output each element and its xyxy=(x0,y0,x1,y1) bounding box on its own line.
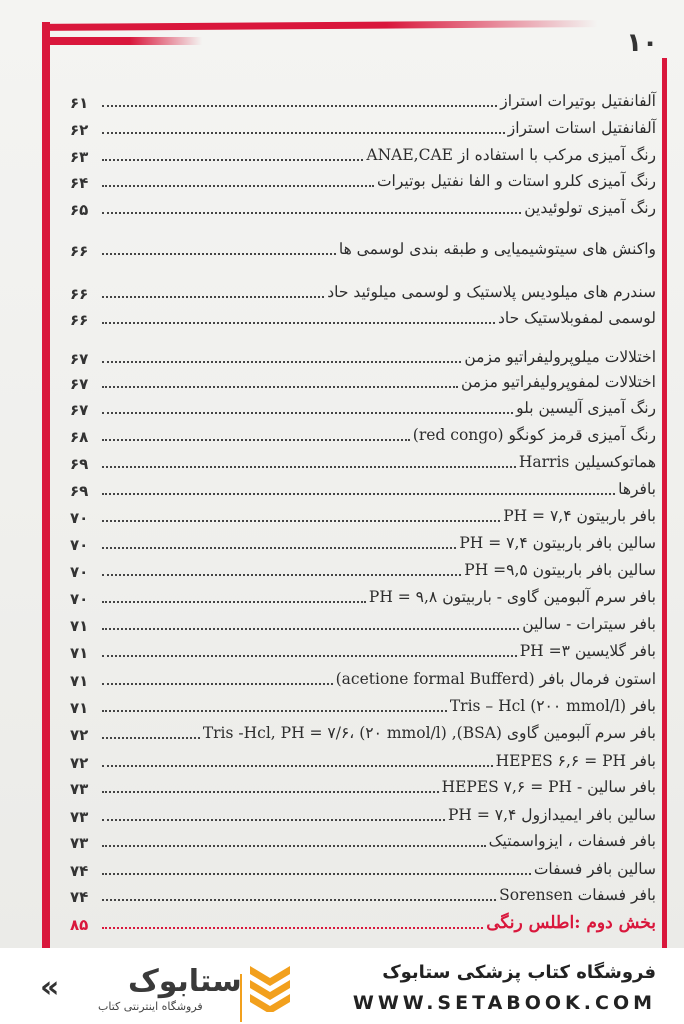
toc-entry-title: استون فرمال بافر (acetione formal Bufferd) xyxy=(335,670,656,688)
toc-entry-title: بافر Tris – Hcl (۲۰۰ mmol/l) xyxy=(449,697,656,715)
toc-entry-title: بافر فسفات Sorensen xyxy=(499,886,656,904)
toc-row xyxy=(70,140,656,166)
toc-dot-leader xyxy=(102,683,333,685)
toc-page-number: ۶۳ xyxy=(70,148,89,166)
toc-dot-leader xyxy=(102,547,456,549)
toc-page-number: ۷۳ xyxy=(70,780,89,798)
toc-dot-leader xyxy=(102,361,461,363)
toc-page-number: ۶۷ xyxy=(70,375,89,393)
page-number: ۱۰ xyxy=(626,28,658,58)
toc-row xyxy=(70,664,656,690)
toc-dot-leader xyxy=(102,737,200,739)
toc-entry-title: بخش دوم :اطلس رنگی xyxy=(486,913,656,933)
toc-dot-leader xyxy=(102,412,513,414)
toc-page-number: ۶۴ xyxy=(70,174,89,192)
toc-page-number: ۷۴ xyxy=(70,862,89,880)
logo-tagline: فروشگاه اینترنتی کتاب xyxy=(98,1000,203,1013)
toc-dot-leader xyxy=(102,296,324,298)
toc-row xyxy=(70,691,656,717)
toc-page-number: ۶۹ xyxy=(70,455,89,473)
toc-row xyxy=(70,826,656,852)
toc-dot-leader xyxy=(102,105,497,107)
toc-row xyxy=(70,528,656,554)
toc-entry-title: سالین بافر باربیتون PH = ۷,۴ xyxy=(459,534,656,552)
toc-entry-title: اختلالات میلوپرولیفراتیو مزمن xyxy=(464,348,656,366)
toc-dot-leader xyxy=(102,520,500,522)
toc-dot-leader xyxy=(102,493,615,495)
toc-page-number: ۶۶ xyxy=(70,311,89,329)
toc-page-number: ۶۶ xyxy=(70,285,89,303)
toc-page-number: ۶۹ xyxy=(70,482,89,500)
toc-page-number: ۷۱ xyxy=(70,699,89,717)
toc-entry-title: لوسمی لمفوبلاستیک حاد xyxy=(498,309,656,327)
toc-row xyxy=(70,393,656,419)
toc-dot-leader xyxy=(102,819,445,821)
toc-page-number: ۷۴ xyxy=(70,888,89,906)
toc-dot-leader xyxy=(102,899,496,901)
toc-page-number: ۷۱ xyxy=(70,672,89,690)
toc-dot-leader xyxy=(102,386,458,388)
toc-entry-title: بافر باربیتون PH = ۷,۴ xyxy=(503,507,656,525)
toc-row xyxy=(70,772,656,798)
toc-entry-title: رنگ آمیزی کلرو استات و الفا نفتیل بوتیرات xyxy=(376,172,656,190)
toc-row xyxy=(70,303,656,329)
toc-row xyxy=(70,718,656,744)
toc-row xyxy=(70,609,656,635)
toc-entry-title: هماتوکسیلین Harris xyxy=(518,453,656,471)
toc-entry-title: آلفانفتیل بوتیرات استراز xyxy=(500,92,656,110)
store-footer xyxy=(0,948,684,1024)
toc-entry-title: سالین بافر ایمیدازول PH = ۷,۴ xyxy=(448,806,656,824)
toc-page-number: ۶۵ xyxy=(70,201,89,219)
toc-entry-title: رنگ آمیزی تولوئیدین xyxy=(524,199,656,217)
toc-entry-title: بافرها xyxy=(618,480,656,498)
toc-section-row xyxy=(70,908,656,934)
toc-row xyxy=(70,854,656,880)
toc-dot-leader xyxy=(102,601,366,603)
toc-row xyxy=(70,234,656,260)
toc-entry-title: رنگ آمیزی مرکب با استفاده از ANAE,CAE xyxy=(366,146,656,164)
toc-page-number: ۷۰ xyxy=(70,509,89,527)
toc-page-number: ۷۲ xyxy=(70,726,89,744)
toc-entry-title: بافر HEPES ۶,۶ = PH xyxy=(495,752,656,770)
toc-row xyxy=(70,342,656,368)
toc-dot-leader xyxy=(102,132,505,134)
toc-entry-title: واکنش های سیتوشیمیایی و طبقه بندی لوسمی ها xyxy=(338,240,656,258)
toc-page-number: ۷۱ xyxy=(70,644,89,662)
toc-page-number: ۶۲ xyxy=(70,121,89,139)
toc-row xyxy=(70,555,656,581)
toc-dot-leader xyxy=(102,212,521,214)
toc-page-number: ۶۷ xyxy=(70,401,89,419)
toc-row xyxy=(70,447,656,473)
toc-dot-leader xyxy=(102,322,495,324)
logo-name: ستابوک xyxy=(128,964,242,999)
toc-entry-title: بافر فسفات ، ایزواسمتیک xyxy=(488,832,656,850)
toc-page-number: ۷۲ xyxy=(70,754,89,772)
double-chevron-icon: « xyxy=(40,970,52,1005)
toc-page-number: ۷۰ xyxy=(70,590,89,608)
toc-page-number: ۶۷ xyxy=(70,350,89,368)
toc-row xyxy=(70,193,656,219)
toc-row xyxy=(70,474,656,500)
toc-page-number: ۶۱ xyxy=(70,94,89,112)
toc-row xyxy=(70,420,656,446)
toc-entry-title: سالین بافر باربیتون PH =۹,۵ xyxy=(464,561,656,579)
toc-dot-leader xyxy=(102,655,517,657)
toc-entry-title: رنگ آمیزی آلیسین بلو xyxy=(516,399,656,417)
toc-dot-leader xyxy=(102,574,461,576)
toc-dot-leader xyxy=(102,845,486,847)
toc-row xyxy=(70,501,656,527)
toc-row xyxy=(70,582,656,608)
toc-row xyxy=(70,166,656,192)
toc-page-number: ۷۰ xyxy=(70,563,89,581)
toc-dot-leader xyxy=(102,439,410,441)
toc-page-number: ۷۳ xyxy=(70,808,89,826)
store-name: فروشگاه کتاب پزشکی ستابوک xyxy=(382,962,656,983)
toc-row xyxy=(70,113,656,139)
toc-dot-leader xyxy=(102,466,516,468)
toc-entry-title: بافر سرم آلبومین گاوی (BSA), Tris -Hcl, PH = ۷/۶، (۲۰ mmol/l) xyxy=(202,724,656,742)
toc-entry-title: بافر گلایسین ۳= PH xyxy=(519,642,656,660)
toc-row xyxy=(70,636,656,662)
toc-entry-title: رنگ آمیزی قرمز کونگو (red congo) xyxy=(412,426,656,444)
logo-stack-icon xyxy=(250,960,290,1012)
toc-page-number: ۷۰ xyxy=(70,536,89,554)
toc-dot-leader xyxy=(102,710,447,712)
toc-page-number: ۷۳ xyxy=(70,834,89,852)
toc-row xyxy=(70,277,656,303)
toc-entry-title: بافر سالین - HEPES ۷,۶ = PH xyxy=(441,778,656,796)
toc-entry-title: آلفانفتیل استات استراز xyxy=(507,119,656,137)
toc-page-number: ۶۸ xyxy=(70,428,89,446)
toc-row xyxy=(70,800,656,826)
store-url[interactable]: WWW.SETABOOK.COM xyxy=(352,992,656,1014)
toc-entry-title: سندرم های میلودیس پلاستیک و لوسمی میلوئید حاد xyxy=(327,283,656,301)
toc-page-number: ۶۶ xyxy=(70,242,89,260)
toc-dot-leader xyxy=(102,253,336,255)
toc-dot-leader xyxy=(102,159,363,161)
toc-page-number: ۸۵ xyxy=(70,916,89,934)
toc-row xyxy=(70,880,656,906)
toc-entry-title: بافر سرم آلبومین گاوی - باربیتون PH = ۹,۸ xyxy=(368,588,656,606)
toc-row xyxy=(70,86,656,112)
setabook-logo xyxy=(40,960,270,1016)
toc-page-number: ۷۱ xyxy=(70,617,89,635)
toc-dot-leader xyxy=(102,765,493,767)
toc-row xyxy=(70,746,656,772)
toc-entry-title: اختلالات لمفوپرولیفراتیو مزمن xyxy=(460,373,656,391)
toc-dot-leader xyxy=(102,927,483,929)
toc-dot-leader xyxy=(102,873,531,875)
toc-dot-leader xyxy=(102,791,439,793)
toc-entry-title: بافر سیترات - سالین xyxy=(522,615,656,633)
toc-row xyxy=(70,367,656,393)
toc-entry-title: سالین بافر فسفات xyxy=(533,860,656,878)
toc-dot-leader xyxy=(102,628,519,630)
toc-dot-leader xyxy=(102,185,374,187)
